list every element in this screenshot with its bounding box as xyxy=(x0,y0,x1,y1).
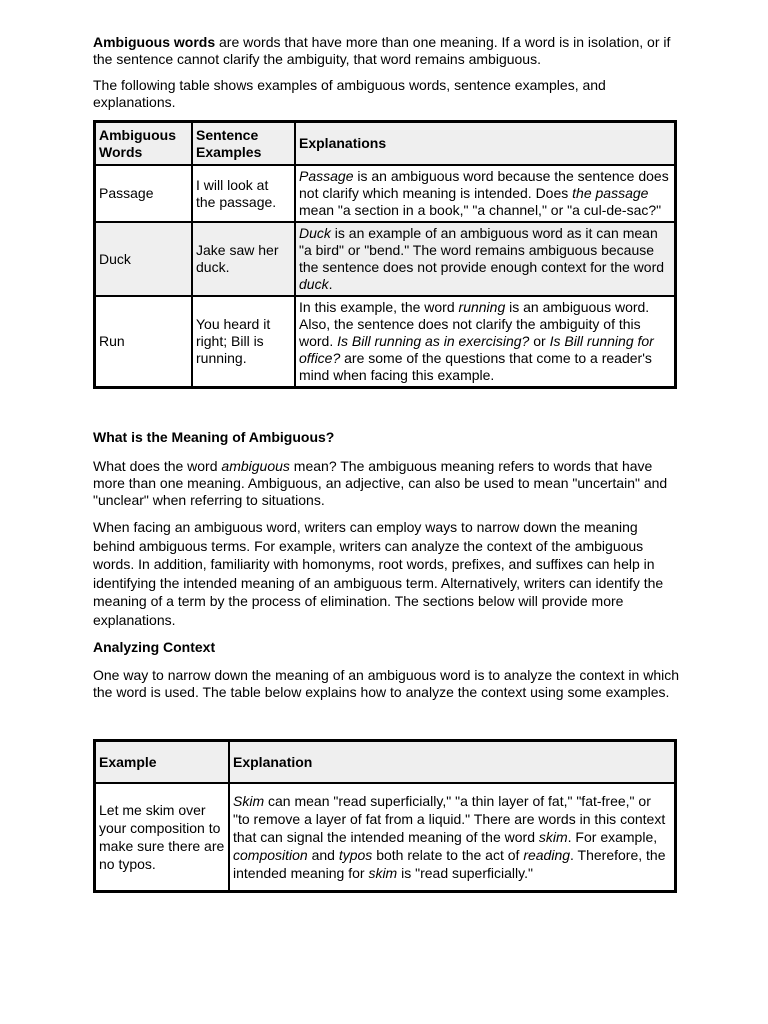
text-span: and xyxy=(307,847,339,863)
emphasis-text: Duck xyxy=(299,225,331,241)
context-paragraph: One way to narrow down the meaning of an ambiguous word is to analyze the context in which the word is used. The table below explains how to analyze the context using some examples. xyxy=(93,667,679,700)
emphasis-text: Is Bill running as in exercising? xyxy=(337,333,530,349)
explanation-cell xyxy=(295,165,675,222)
document-page xyxy=(93,34,683,893)
text-span: What does the word xyxy=(93,458,222,474)
header-sentence-examples: Sentence Examples xyxy=(192,122,295,165)
emphasis-text: typos xyxy=(338,847,373,863)
term-ambiguous-words: Ambiguous words xyxy=(93,34,216,50)
text-span: is an ambiguous word. Also, the sentence does not clarify the ambiguity of this word. xyxy=(299,299,650,349)
section-heading-meaning: What is the Meaning of Ambiguous? xyxy=(93,429,335,445)
ambiguous-words-table xyxy=(93,120,677,389)
emphasis-text: ambiguous xyxy=(221,458,290,474)
header-explanation: Explanation xyxy=(229,741,675,783)
text-span: . Therefore, the intended meaning for xyxy=(233,847,666,881)
explanation-cell xyxy=(229,783,675,891)
strategy-paragraph: When facing an ambiguous word, writers can employ ways to narrow down the meaning behind ambiguous terms. For example, writers can analyze the context of the ambiguous words. In addition, familiarity with homonyms, root words, prefixes, and suffixes can help in identifying the intended meaning of an ambiguous term. Alternatively, writers can identify the meaning of a term by the process of elimination. The sections below will provide more explanations. xyxy=(93,519,664,628)
text-span: . For example, xyxy=(567,829,658,845)
header-example: Example xyxy=(95,741,229,783)
context-examples-table xyxy=(93,739,677,893)
emphasis-text: composition xyxy=(233,847,308,863)
emphasis-text: reading xyxy=(523,847,571,863)
section-heading-context: Analyzing Context xyxy=(93,639,216,655)
text-span: . xyxy=(328,276,333,292)
text-span: are some of the questions that come to a reader's mind when facing this example. xyxy=(299,350,652,383)
emphasis-text: skim xyxy=(368,865,398,881)
text-span: is an ambiguous word because the sentence does not clarify which meaning is intended. Does xyxy=(299,168,669,201)
text-span: In this example, the word xyxy=(299,299,459,315)
text-span: mean "a section in a book," "a channel," or "a cul-de-sac?" xyxy=(299,202,662,218)
table-row xyxy=(95,165,675,222)
explanation-cell xyxy=(295,296,675,387)
word-cell: Duck xyxy=(95,222,192,296)
table-row xyxy=(95,222,675,296)
text-span: or xyxy=(529,333,550,349)
text-span: is "read superficially." xyxy=(397,865,533,881)
example-cell: Let me skim over your composition to make sure there are no typos. xyxy=(95,783,229,891)
table-row xyxy=(95,296,675,387)
emphasis-text: Is Bill running for office? xyxy=(299,333,654,366)
emphasis-text: the passage xyxy=(572,185,649,201)
table-row xyxy=(95,783,675,891)
sentence-cell: I will look at the passage. xyxy=(192,165,295,222)
header-ambiguous-words: Ambiguous Words xyxy=(95,122,192,165)
emphasis-text: duck xyxy=(299,276,329,292)
intro-definition xyxy=(93,34,683,68)
text-span: both relate to the act of xyxy=(372,847,524,863)
table-lead-text: The following table shows examples of ambiguous words, sentence examples, and explanations. xyxy=(93,77,606,110)
text-span: is an example of an ambiguous word as it can mean "a bird" or "bend." The word remains ambiguous because the sentence does not provide enough context for the word xyxy=(299,225,665,275)
explanation-cell xyxy=(295,222,675,296)
emphasis-text: Skim xyxy=(233,793,265,809)
meaning-paragraph xyxy=(93,458,683,509)
word-cell: Run xyxy=(95,296,192,387)
emphasis-text: skim xyxy=(538,829,568,845)
table-header-row xyxy=(95,122,675,165)
word-cell: Passage xyxy=(95,165,192,222)
table-header-row xyxy=(95,741,675,783)
emphasis-text: running xyxy=(458,299,506,315)
sentence-cell: You heard it right; Bill is running. xyxy=(192,296,295,387)
emphasis-text: Passage xyxy=(299,168,354,184)
definition-text: are words that have more than one meaning. If a word is in isolation, or if the sentence cannot clarify the ambiguity, that word remains ambiguous. xyxy=(93,34,671,67)
sentence-cell: Jake saw her duck. xyxy=(192,222,295,296)
text-span: can mean "read superficially," "a thin layer of fat," "fat-free," or "to remove a layer of fat from a liquid." There are words in this context that can signal the intended meaning of the word xyxy=(233,793,666,845)
header-explanations: Explanations xyxy=(295,122,675,165)
text-span: mean? The ambiguous meaning refers to words that have more than one meaning. Ambiguous, an adjective, can also be used to mean "uncertain" and "unclear" when referring to situations. xyxy=(93,458,668,508)
